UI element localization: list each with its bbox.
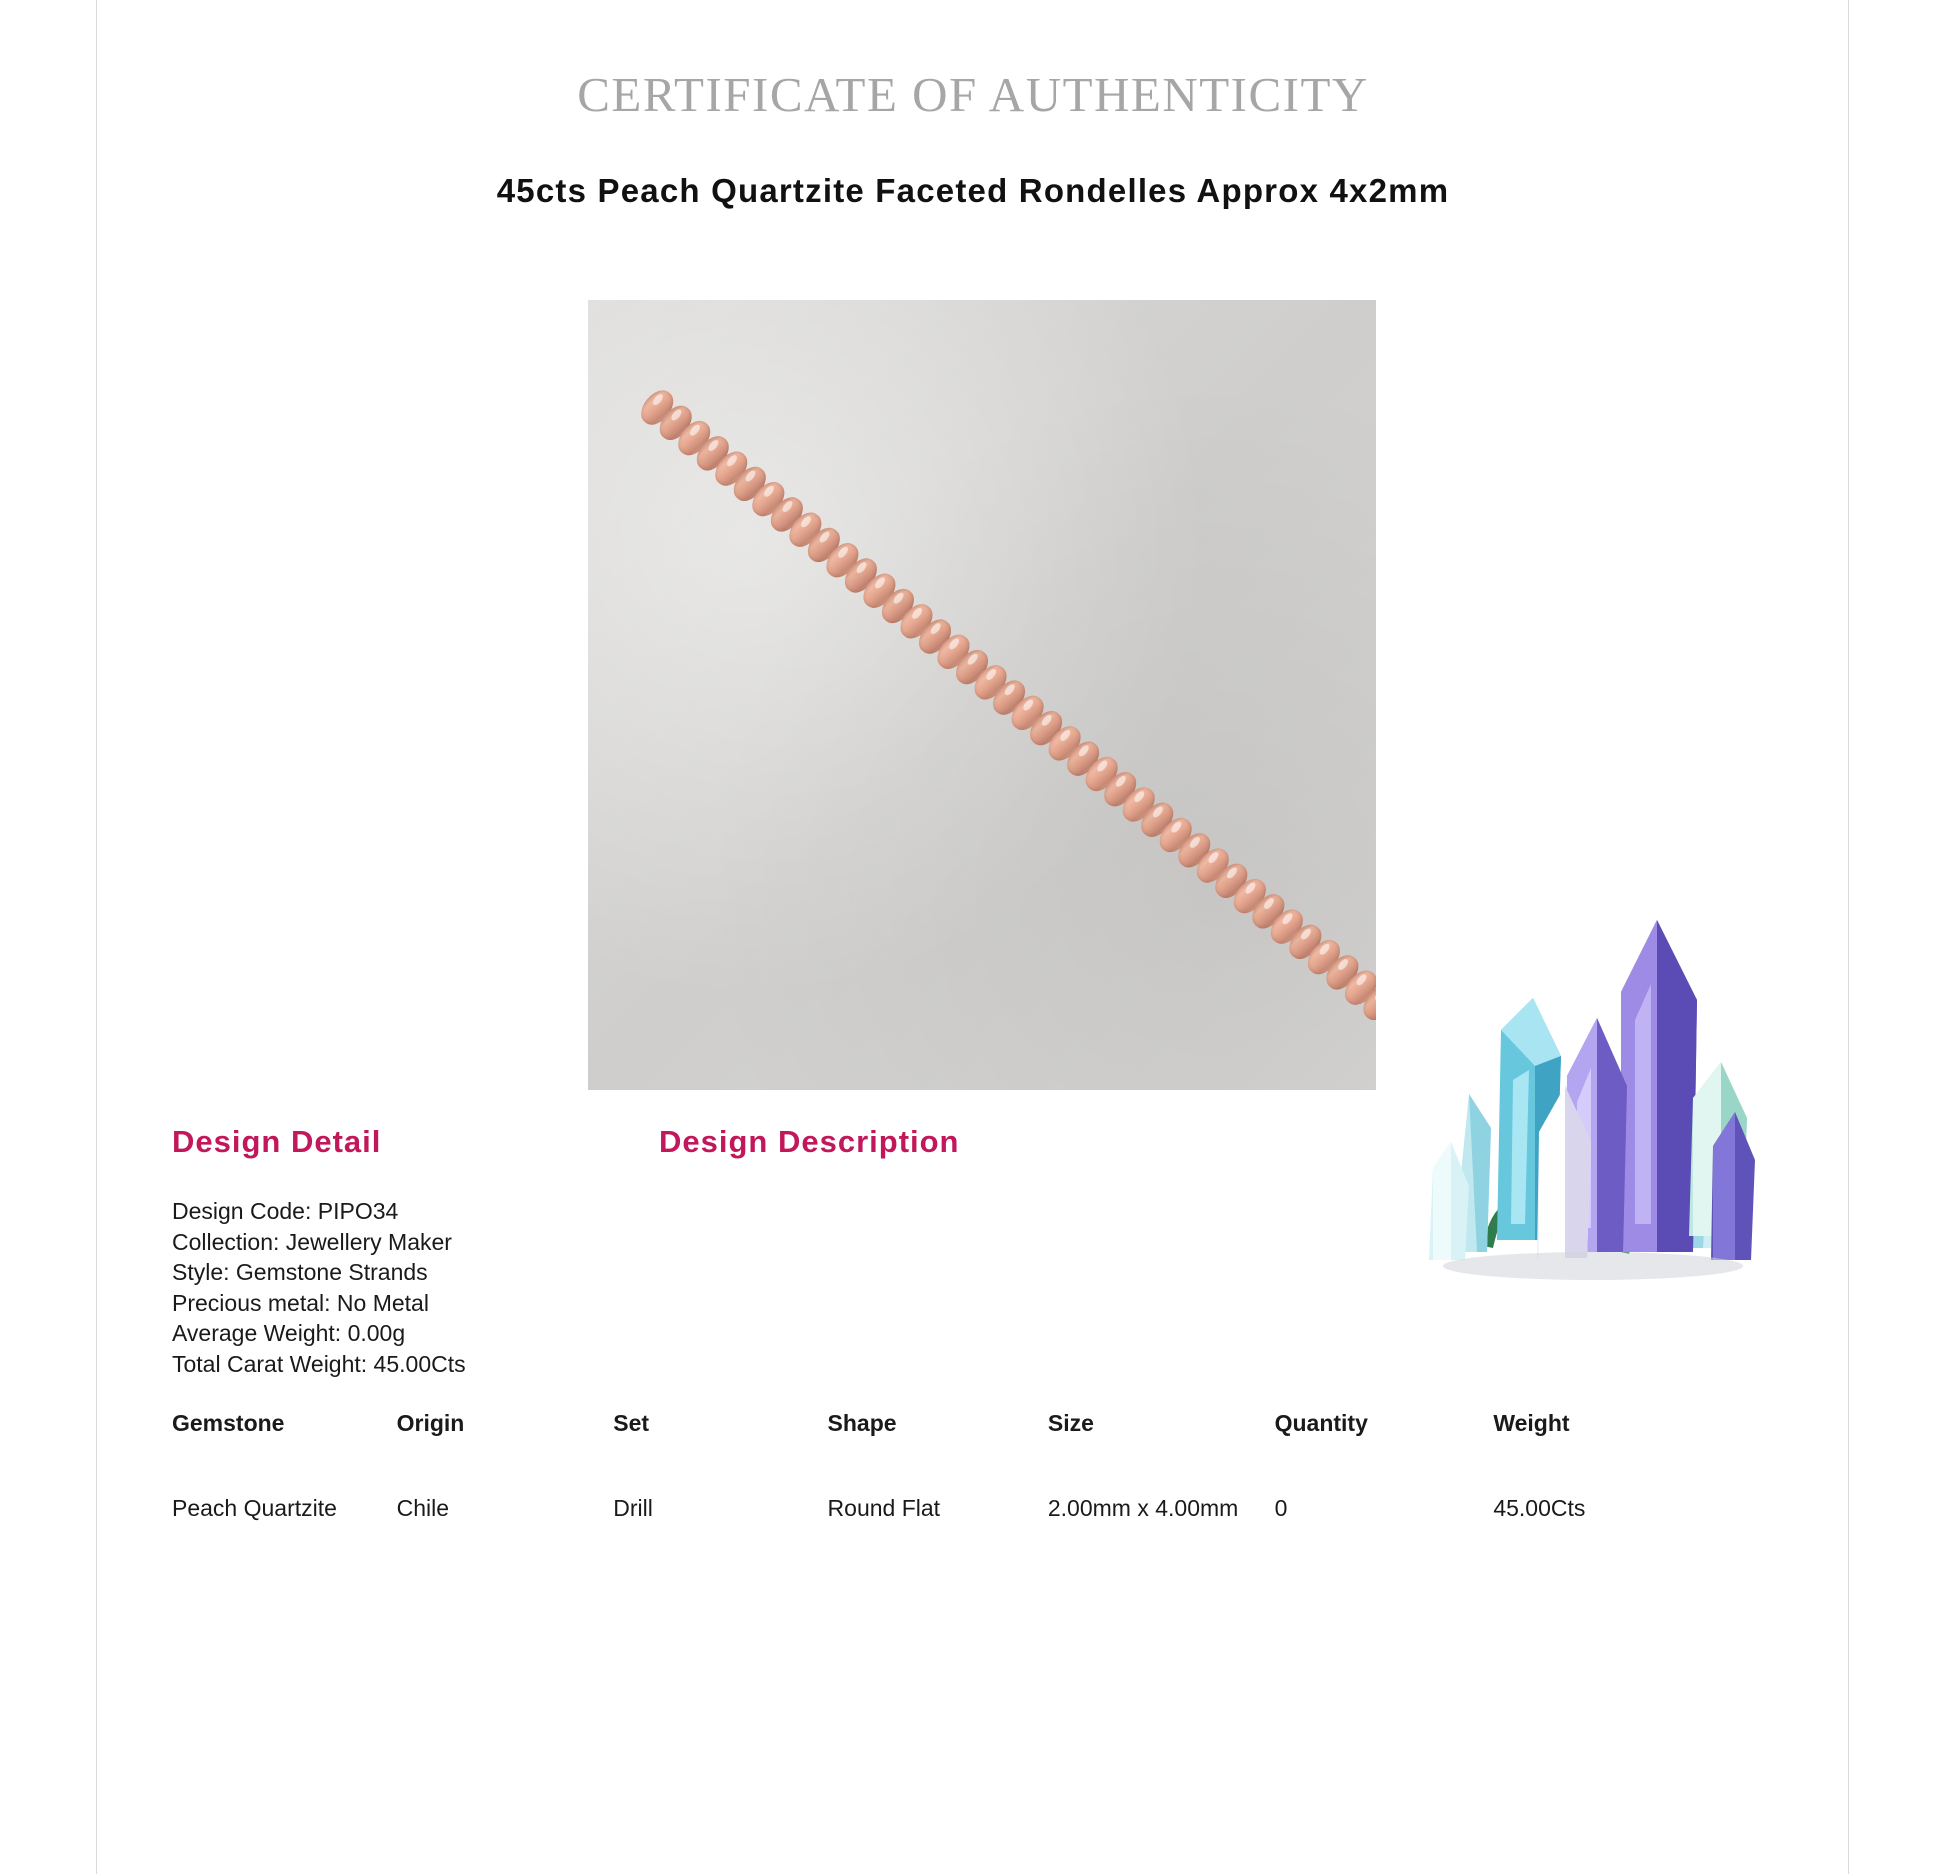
- crystal-cluster-icon: [1425, 880, 1755, 1300]
- table-header-row: [172, 1410, 1712, 1495]
- product-title: 45cts Peach Quartzite Faceted Rondelles Approx 4x2mm: [496, 172, 1450, 209]
- design-detail-heading: Design Detail: [172, 1124, 382, 1159]
- column-header-shape: Shape: [827, 1410, 897, 1436]
- column-header-gemstone: Gemstone: [172, 1410, 285, 1436]
- total-carat-weight: Total Carat Weight: 45.00Cts: [172, 1350, 466, 1377]
- cell-weight: 45.00Cts: [1493, 1495, 1586, 1521]
- gemstone-table: [172, 1410, 1712, 1522]
- page-margin-rule-right: [1848, 0, 1849, 1874]
- product-photo: [588, 300, 1376, 1090]
- page-margin-rule-left: [96, 0, 97, 1874]
- cell-size: 2.00mm x 4.00mm: [1047, 1495, 1239, 1521]
- column-header-origin: Origin: [396, 1410, 465, 1436]
- cell-shape: Round Flat: [827, 1495, 941, 1521]
- cell-set: Drill: [613, 1495, 653, 1521]
- cell-quantity: 0: [1274, 1495, 1288, 1521]
- average-weight: Average Weight: 0.00g: [172, 1320, 406, 1346]
- certificate-title: CERTIFICATE OF AUTHENTICITY: [577, 67, 1369, 122]
- cell-origin: Chile: [396, 1495, 450, 1521]
- design-description-heading: Design Description: [659, 1124, 960, 1159]
- column-header-set: Set: [613, 1410, 650, 1436]
- table-row: [172, 1495, 1712, 1522]
- column-header-weight: Weight: [1493, 1410, 1570, 1436]
- precious-metal: Precious metal: No Metal: [172, 1289, 429, 1316]
- design-code: Design Code: PIPO34: [172, 1198, 399, 1224]
- column-header-quantity: Quantity: [1274, 1410, 1368, 1436]
- cell-gemstone: Peach Quartzite: [172, 1495, 337, 1521]
- column-header-size: Size: [1047, 1410, 1094, 1436]
- design-detail-list: [172, 1196, 732, 1379]
- collection: Collection: Jewellery Maker: [172, 1228, 452, 1255]
- style: Style: Gemstone Strands: [172, 1259, 428, 1285]
